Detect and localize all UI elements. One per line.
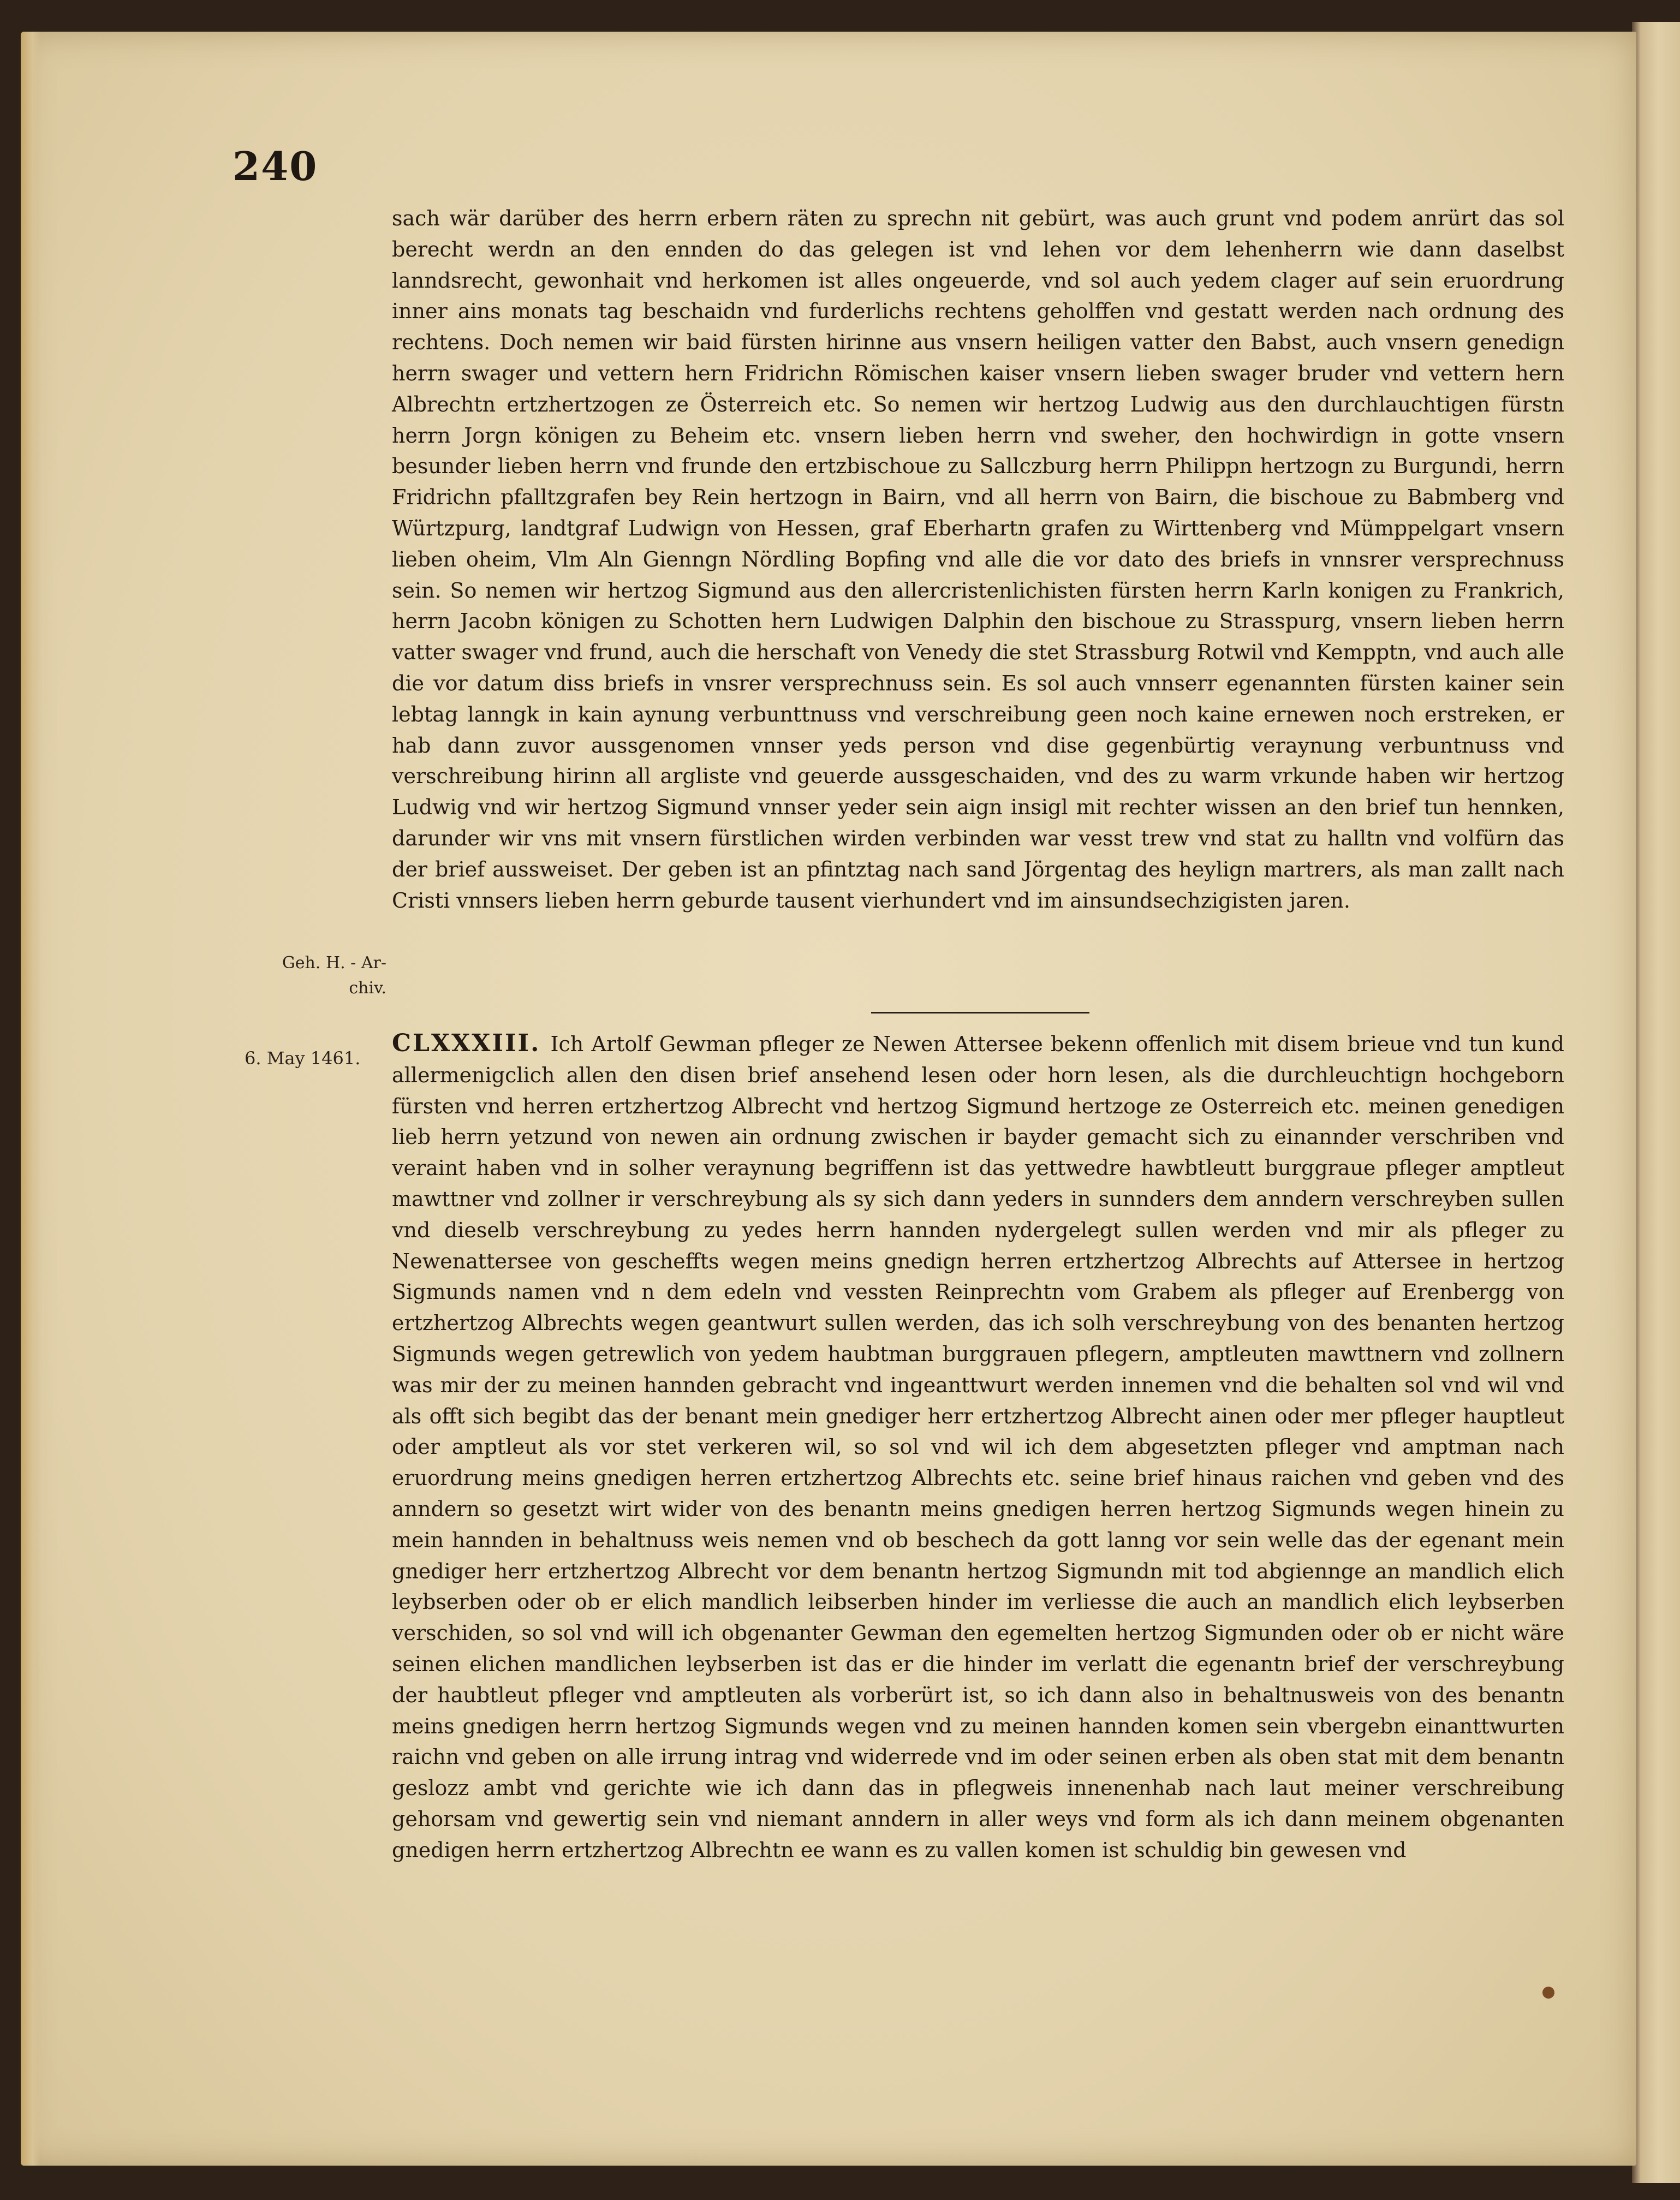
continuation-paragraph: sach wär darüber des herrn erbern räten zu sprechn nit gebürt, was auch grunt vnd podem anrürt das sol berecht werdn an den ennden do das gelegen ist vnd lehen vor dem lehenherrn wie dann daselbst lanndsrecht, gewonhait vnd herkomen ist alles ongeuerde, vnd sol auch yedem clager auf sein eruordrung inner ains monats tag beschaidn vnd furderlichs rechtens geholffen vnd gestatt werden nach ordnung des rechtens. Doch nemen wir baid fürsten hirinne aus vnsern heiligen vatter den Babst, auch vnsern genedign herrn swager und vettern hern Fridrichn Römischen kaiser vnsern lieben swager bruder vnd vettern hern Albrechtn ertzhertzogen ze Österreich etc. So nemen wir hertzog Ludwig aus den durchlauchtigen fürstn herrn Jorgn königen zu Beheim etc. vnsern lieben herrn vnd sweher, den hochwirdign in gotte vnsern besunder lieben herrn vnd frunde den ertzbischoue zu Sallczburg herrn Philippn hertzogn zu Burgundi, herrn Fridrichn pfalltzgrafen bey Rein hertzogn in Bairn, vnd all herrn von Bairn, die bischoue zu Babmberg vnd Würtzpurg, landtgraf Ludwign von Hessen, graf Eberhartn grafen zu Wirttenberg vnd Mümppelgart vnsern lieben oheim, Vlm Aln Gienngn Nördling Bopfing vnd alle die vor dato des briefs in vnnsrer versprechnuss sein. So nemen wir hertzog Sigmund aus den allercristenlichisten fürsten herrn Karln konigen zu Frankrich, herrn Jacobn königen zu Schotten hern Ludwigen Dalphin den bischoue zu Strasspurg, vnsern lieben herrn vatter swager vnd frund, auch die herschaft von Venedy die stet Strassburg Rotwil vnd Kempptn, vnd auch alle die vor datum diss briefs in vnsrer versprechnuss sein. Es sol auch vnnserr egenannten fürsten kainer sein lebtag lanngk in kain aynung verbunttnuss vnd verschreibung geen noch kaine ernewen noch erstreken, er hab dann zuvor aussgenomen vnnser yeds person vnd dise gegenbürtig veraynung verbuntnuss vnd verschreibung hirinn all argliste vnd geuerde aussgeschaiden, vnd des zu warm vrkunde haben wir hertzog Ludwig vnd wir hertzog Sigmund vnnser yeder sein aign insigl mit rechter wissen an den brief tun hennken, darunder wir vns mit vnsern fürstlichen wirden verbinden war vesst trew vnd stat zu halltn vnd volfürn das der brief aussweiset. Der geben ist an pfintztag nach sand Jörgentag des heylign martrers, als man zallt nach Cristi vnnsers lieben herrn geburde tausent vierhundert vnd im ainsundsechzigisten jaren. bbox=[392, 206, 1564, 913]
document-text-block bbox=[392, 1028, 1564, 1866]
page-number: 240 bbox=[233, 143, 318, 189]
document-body-text: Ich Artolf Gewman pfleger ze Newen Attersee bekenn offenlich mit disem brieue vnd tun kund allermenigclich allen den disen brief ansehend lesen oder horn lesen, als die durchleuchtign hochgeborn fürsten vnd herren ertzhertzog Albrecht vnd hertzog Sigmund hertzoge ze Osterreich etc. meinen genedigen lieb herrn yetzund von newen ain ordnung zwischen ir bayder gemacht sich zu einannder verschriben vnd veraint haben vnd in solher veraynung begriffenn ist das yettwedre hawbtleutt burggraue pfleger amptleut mawttner vnd zollner ir verschreybung als sy sich dann yeders in sunnders dem anndern verschreyben sullen vnd dieselb verschreybung zu yedes herrn hannden nydergelegt sullen werden vnd mir als pfleger zu Newenattersee von gescheffts wegen meins gnedign herren ertzhertzog Albrechts auf Attersee in hertzog Sigmunds namen vnd n dem edeln vnd vessten Reinprechtn vom Grabem als pfleger auf Erenbergg von ertzhertzog Albrechts wegen geantwurt sullen werden, das ich solh verschreybung von des benanten hertzog Sigmunds wegen getrewlich von yedem haubtman burggrauen pflegern, amptleuten mawttnern vnd zollnern was mir der zu meinen hannden gebracht vnd ingeanttwurt werden innemen vnd die behalten sol vnd wil vnd als offt sich begibt das der benant mein gnediger herr ertzhertzog Albrecht ainen oder mer pfleger hauptleut oder amptleut als vor stet verkeren wil, so sol vnd wil ich dem abgesetzten pfleger vnd amptman nach eruordrung meins gnedigen herren ertzhertzog Albrechts etc. seine brief hinaus raichen vnd geben vnd des anndern so gesetzt wirt wider von des benantn meins gnedigen herren hertzog Sigmunds wegen hinein zu mein hannden in behaltnuss weis nemen vnd ob beschech da gott lanng vor sein welle das der egenant mein gnediger herr ertzhertzog Albrecht vor dem benantn hertzog Sigmundn mit tod abgiennge an mandlich elich leybserben oder ob er elich mandlich leibserben hinder im verliesse die auch an mandlich elich leybserben verschiden, so sol vnd will ich obgenanter Gewman den egemelten hertzog Sigmunden oder ob er nicht wäre seinen elichen mandlichen leybserben ist das er die hinder im verlatt die egenantn brief der verschreybung der haubtleut pfleger vnd amptleuten als vorberürt ist, so ich dann also in behaltnusweis von des benantn meins gnedigen herrn hertzog Sigmunds wegen vnd zu meinen hannden komen sein vbergebn einanttwurten raichn vnd geben on alle irrung intrag vnd widerrede vnd im oder seinen erben als oben stat mit dem benantn geslozz ambt vnd gerichte wie ich dann das in pflegweis innenenhab nach laut meiner verschreibung gehorsam vnd gewertig sein vnd niemant anndern in aller weys vnd form als ich dann meinem obgenanten gnedigen herrn ertzhertzog Albrechtn ee wann es zu vallen komen ist schuldig bin gewesen vnd bbox=[392, 1032, 1564, 1862]
ink-speck bbox=[1542, 1987, 1554, 1999]
continuation-text-block bbox=[392, 203, 1564, 916]
document-number: CLXXXIII. bbox=[392, 1029, 541, 1057]
margin-source-line-1: Geh. H. - Ar- bbox=[282, 953, 386, 973]
section-divider bbox=[871, 1012, 1089, 1013]
margin-source-line-2: chiv. bbox=[349, 979, 386, 998]
document-paragraph bbox=[392, 1028, 1564, 1866]
margin-source-note bbox=[245, 951, 386, 1001]
page-binding-edge bbox=[21, 32, 40, 2166]
facing-page-edge bbox=[1632, 22, 1680, 2183]
margin-date-note: 6. May 1461. bbox=[245, 1048, 361, 1069]
